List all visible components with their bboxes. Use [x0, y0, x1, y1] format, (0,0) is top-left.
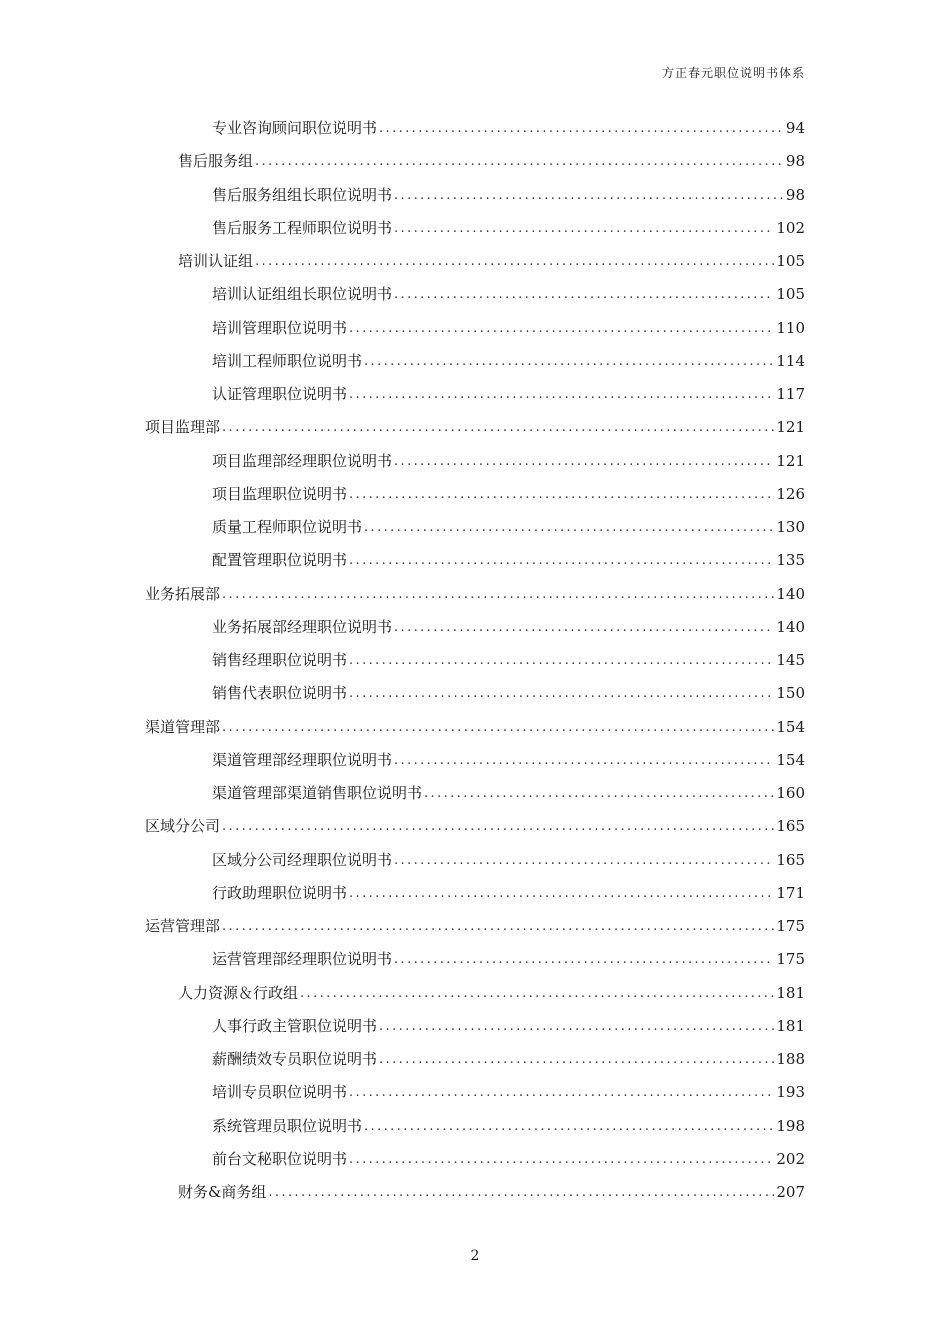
toc-dot-leader: [394, 611, 774, 644]
toc-entry-title: 运营管理部经理职位说明书: [212, 950, 393, 969]
toc-entry[interactable]: [145, 212, 805, 245]
toc-dot-leader: [300, 977, 774, 1010]
toc-dot-leader: [364, 511, 774, 544]
toc-entry[interactable]: [145, 744, 805, 777]
toc-entry[interactable]: [145, 445, 805, 478]
toc-dot-leader: [364, 1110, 774, 1143]
toc-dot-leader: [394, 744, 774, 777]
toc-dot-leader: [349, 544, 774, 577]
running-header: 方正春元职位说明书体系: [661, 66, 805, 80]
toc-entry-page: 202: [776, 1149, 805, 1168]
toc-entry-page: 121: [776, 418, 805, 437]
toc-entry[interactable]: [145, 1076, 805, 1109]
toc-dot-leader: [394, 445, 774, 478]
toc-entry-title: 前台文秘职位说明书: [212, 1149, 348, 1168]
toc-entry-title: 行政助理职位说明书: [212, 883, 348, 902]
toc-entry[interactable]: [145, 278, 805, 311]
toc-dot-leader: [424, 777, 774, 810]
toc-entry-title: 专业咨询顾问职位说明书: [212, 119, 378, 138]
toc-entry-page: 160: [776, 784, 805, 803]
toc-entry[interactable]: [145, 544, 805, 577]
toc-entry[interactable]: [145, 312, 805, 345]
toc-entry-title: 人力资源＆行政组: [178, 983, 299, 1002]
toc-entry-title: 认证管理职位说明书: [212, 385, 348, 404]
toc-entry-page: 145: [776, 651, 805, 670]
toc-entry-page: 105: [776, 285, 805, 304]
toc-entry[interactable]: [145, 145, 805, 178]
toc-entry-page: 198: [776, 1116, 805, 1135]
toc-entry-page: 140: [776, 617, 805, 636]
toc-entry-title: 薪酬绩效专员职位说明书: [212, 1050, 378, 1069]
toc-entry-page: 181: [776, 1016, 805, 1035]
toc-entry[interactable]: [145, 1143, 805, 1176]
toc-dot-leader: [349, 677, 774, 710]
toc-entry[interactable]: [145, 1176, 805, 1209]
toc-entry-title: 项目监理职位说明书: [212, 484, 348, 503]
toc-entry-title: 渠道管理部: [145, 717, 221, 736]
toc-entry-page: 171: [776, 883, 805, 902]
toc-entry-page: 102: [776, 218, 805, 237]
toc-dot-leader: [379, 1043, 774, 1076]
toc-entry-page: 126: [776, 484, 805, 503]
toc-dot-leader: [394, 844, 774, 877]
toc-entry-page: 98: [785, 185, 805, 204]
toc-entry[interactable]: [145, 677, 805, 710]
toc-entry-title: 渠道管理部渠道销售职位说明书: [212, 784, 423, 803]
toc-entry-page: 193: [776, 1083, 805, 1102]
toc-entry-title: 项目监理部: [145, 418, 221, 437]
toc-dot-leader: [222, 711, 774, 744]
toc-dot-leader: [394, 278, 774, 311]
toc-entry-page: 94: [785, 119, 805, 138]
toc-entry[interactable]: [145, 1110, 805, 1143]
toc-entry-title: 培训管理职位说明书: [212, 318, 348, 337]
toc-entry[interactable]: [145, 578, 805, 611]
toc-entry-title: 销售经理职位说明书: [212, 651, 348, 670]
toc-dot-leader: [394, 179, 784, 212]
toc-dot-leader: [379, 1010, 774, 1043]
toc-dot-leader: [222, 910, 774, 943]
page-number: 2: [470, 1248, 480, 1264]
toc-entry[interactable]: [145, 810, 805, 843]
toc-entry-title: 培训认证组: [178, 252, 254, 271]
toc-dot-leader: [394, 943, 774, 976]
toc-entry-page: 181: [776, 983, 805, 1002]
toc-entry-title: 售后服务工程师职位说明书: [212, 218, 393, 237]
toc-entry[interactable]: [145, 245, 805, 278]
toc-dot-leader: [349, 1143, 774, 1176]
toc-entry-page: 140: [776, 584, 805, 603]
toc-entry-title: 区域分公司经理职位说明书: [212, 850, 393, 869]
toc-entry[interactable]: [145, 977, 805, 1010]
toc-dot-leader: [255, 245, 774, 278]
toc-entry-page: 165: [776, 850, 805, 869]
toc-dot-leader: [349, 312, 774, 345]
toc-entry-title: 渠道管理部经理职位说明书: [212, 750, 393, 769]
toc-entry-page: 130: [776, 518, 805, 537]
toc-entry[interactable]: [145, 644, 805, 677]
toc-entry-page: 188: [776, 1050, 805, 1069]
toc-dot-leader: [379, 112, 784, 145]
toc-entry-title: 售后服务组: [178, 152, 254, 171]
toc-entry-page: 154: [776, 717, 805, 736]
toc-entry-page: 207: [776, 1183, 805, 1202]
toc-dot-leader: [349, 478, 774, 511]
toc-entry-title: 财务&商务组: [178, 1183, 267, 1202]
toc-entry-title: 项目监理部经理职位说明书: [212, 451, 393, 470]
toc-entry-title: 系统管理员职位说明书: [212, 1116, 363, 1135]
toc-entry-page: 154: [776, 750, 805, 769]
toc-entry-page: 150: [776, 684, 805, 703]
toc-entry[interactable]: [145, 844, 805, 877]
toc-entry-title: 人事行政主管职位说明书: [212, 1016, 378, 1035]
toc-entry-title: 运营管理部: [145, 917, 221, 936]
toc-entry-page: 110: [776, 318, 805, 337]
toc-dot-leader: [222, 578, 774, 611]
toc-entry-title: 业务拓展部: [145, 584, 221, 603]
toc-entry[interactable]: [145, 777, 805, 810]
toc-dot-leader: [268, 1176, 774, 1209]
toc-entry[interactable]: [145, 910, 805, 943]
toc-entry[interactable]: [145, 511, 805, 544]
toc-dot-leader: [222, 411, 774, 444]
toc-entry-page: 175: [776, 950, 805, 969]
toc-entry[interactable]: [145, 112, 805, 145]
toc-dot-leader: [349, 378, 774, 411]
toc-dot-leader: [394, 212, 774, 245]
toc-entry-page: 114: [776, 351, 805, 370]
toc-entry-page: 175: [776, 917, 805, 936]
toc-entry-page: 135: [776, 551, 805, 570]
toc-entry[interactable]: [145, 711, 805, 744]
toc-entry-page: 105: [776, 252, 805, 271]
toc-entry[interactable]: [145, 345, 805, 378]
toc-entry[interactable]: [145, 411, 805, 444]
toc-entry[interactable]: [145, 1010, 805, 1043]
toc-entry-title: 培训工程师职位说明书: [212, 351, 363, 370]
toc-entry[interactable]: [145, 943, 805, 976]
toc-entry-title: 配置管理职位说明书: [212, 551, 348, 570]
toc-entry-title: 培训认证组组长职位说明书: [212, 285, 393, 304]
toc-entry[interactable]: [145, 611, 805, 644]
table-of-contents: [145, 112, 805, 1209]
toc-entry-title: 业务拓展部经理职位说明书: [212, 617, 393, 636]
toc-entry[interactable]: [145, 877, 805, 910]
toc-dot-leader: [349, 877, 774, 910]
toc-entry[interactable]: [145, 179, 805, 212]
toc-entry-page: 165: [776, 817, 805, 836]
toc-entry-page: 117: [776, 385, 805, 404]
toc-dot-leader: [349, 1076, 774, 1109]
toc-dot-leader: [349, 644, 774, 677]
toc-entry[interactable]: [145, 478, 805, 511]
toc-entry-title: 销售代表职位说明书: [212, 684, 348, 703]
toc-entry-page: 98: [785, 152, 805, 171]
toc-entry-title: 区域分公司: [145, 817, 221, 836]
toc-dot-leader: [222, 810, 774, 843]
toc-dot-leader: [364, 345, 774, 378]
toc-entry-title: 培训专员职位说明书: [212, 1083, 348, 1102]
toc-dot-leader: [255, 145, 784, 178]
toc-entry-title: 售后服务组组长职位说明书: [212, 185, 393, 204]
toc-entry[interactable]: [145, 1043, 805, 1076]
toc-entry[interactable]: [145, 378, 805, 411]
toc-entry-title: 质量工程师职位说明书: [212, 518, 363, 537]
toc-entry-page: 121: [776, 451, 805, 470]
